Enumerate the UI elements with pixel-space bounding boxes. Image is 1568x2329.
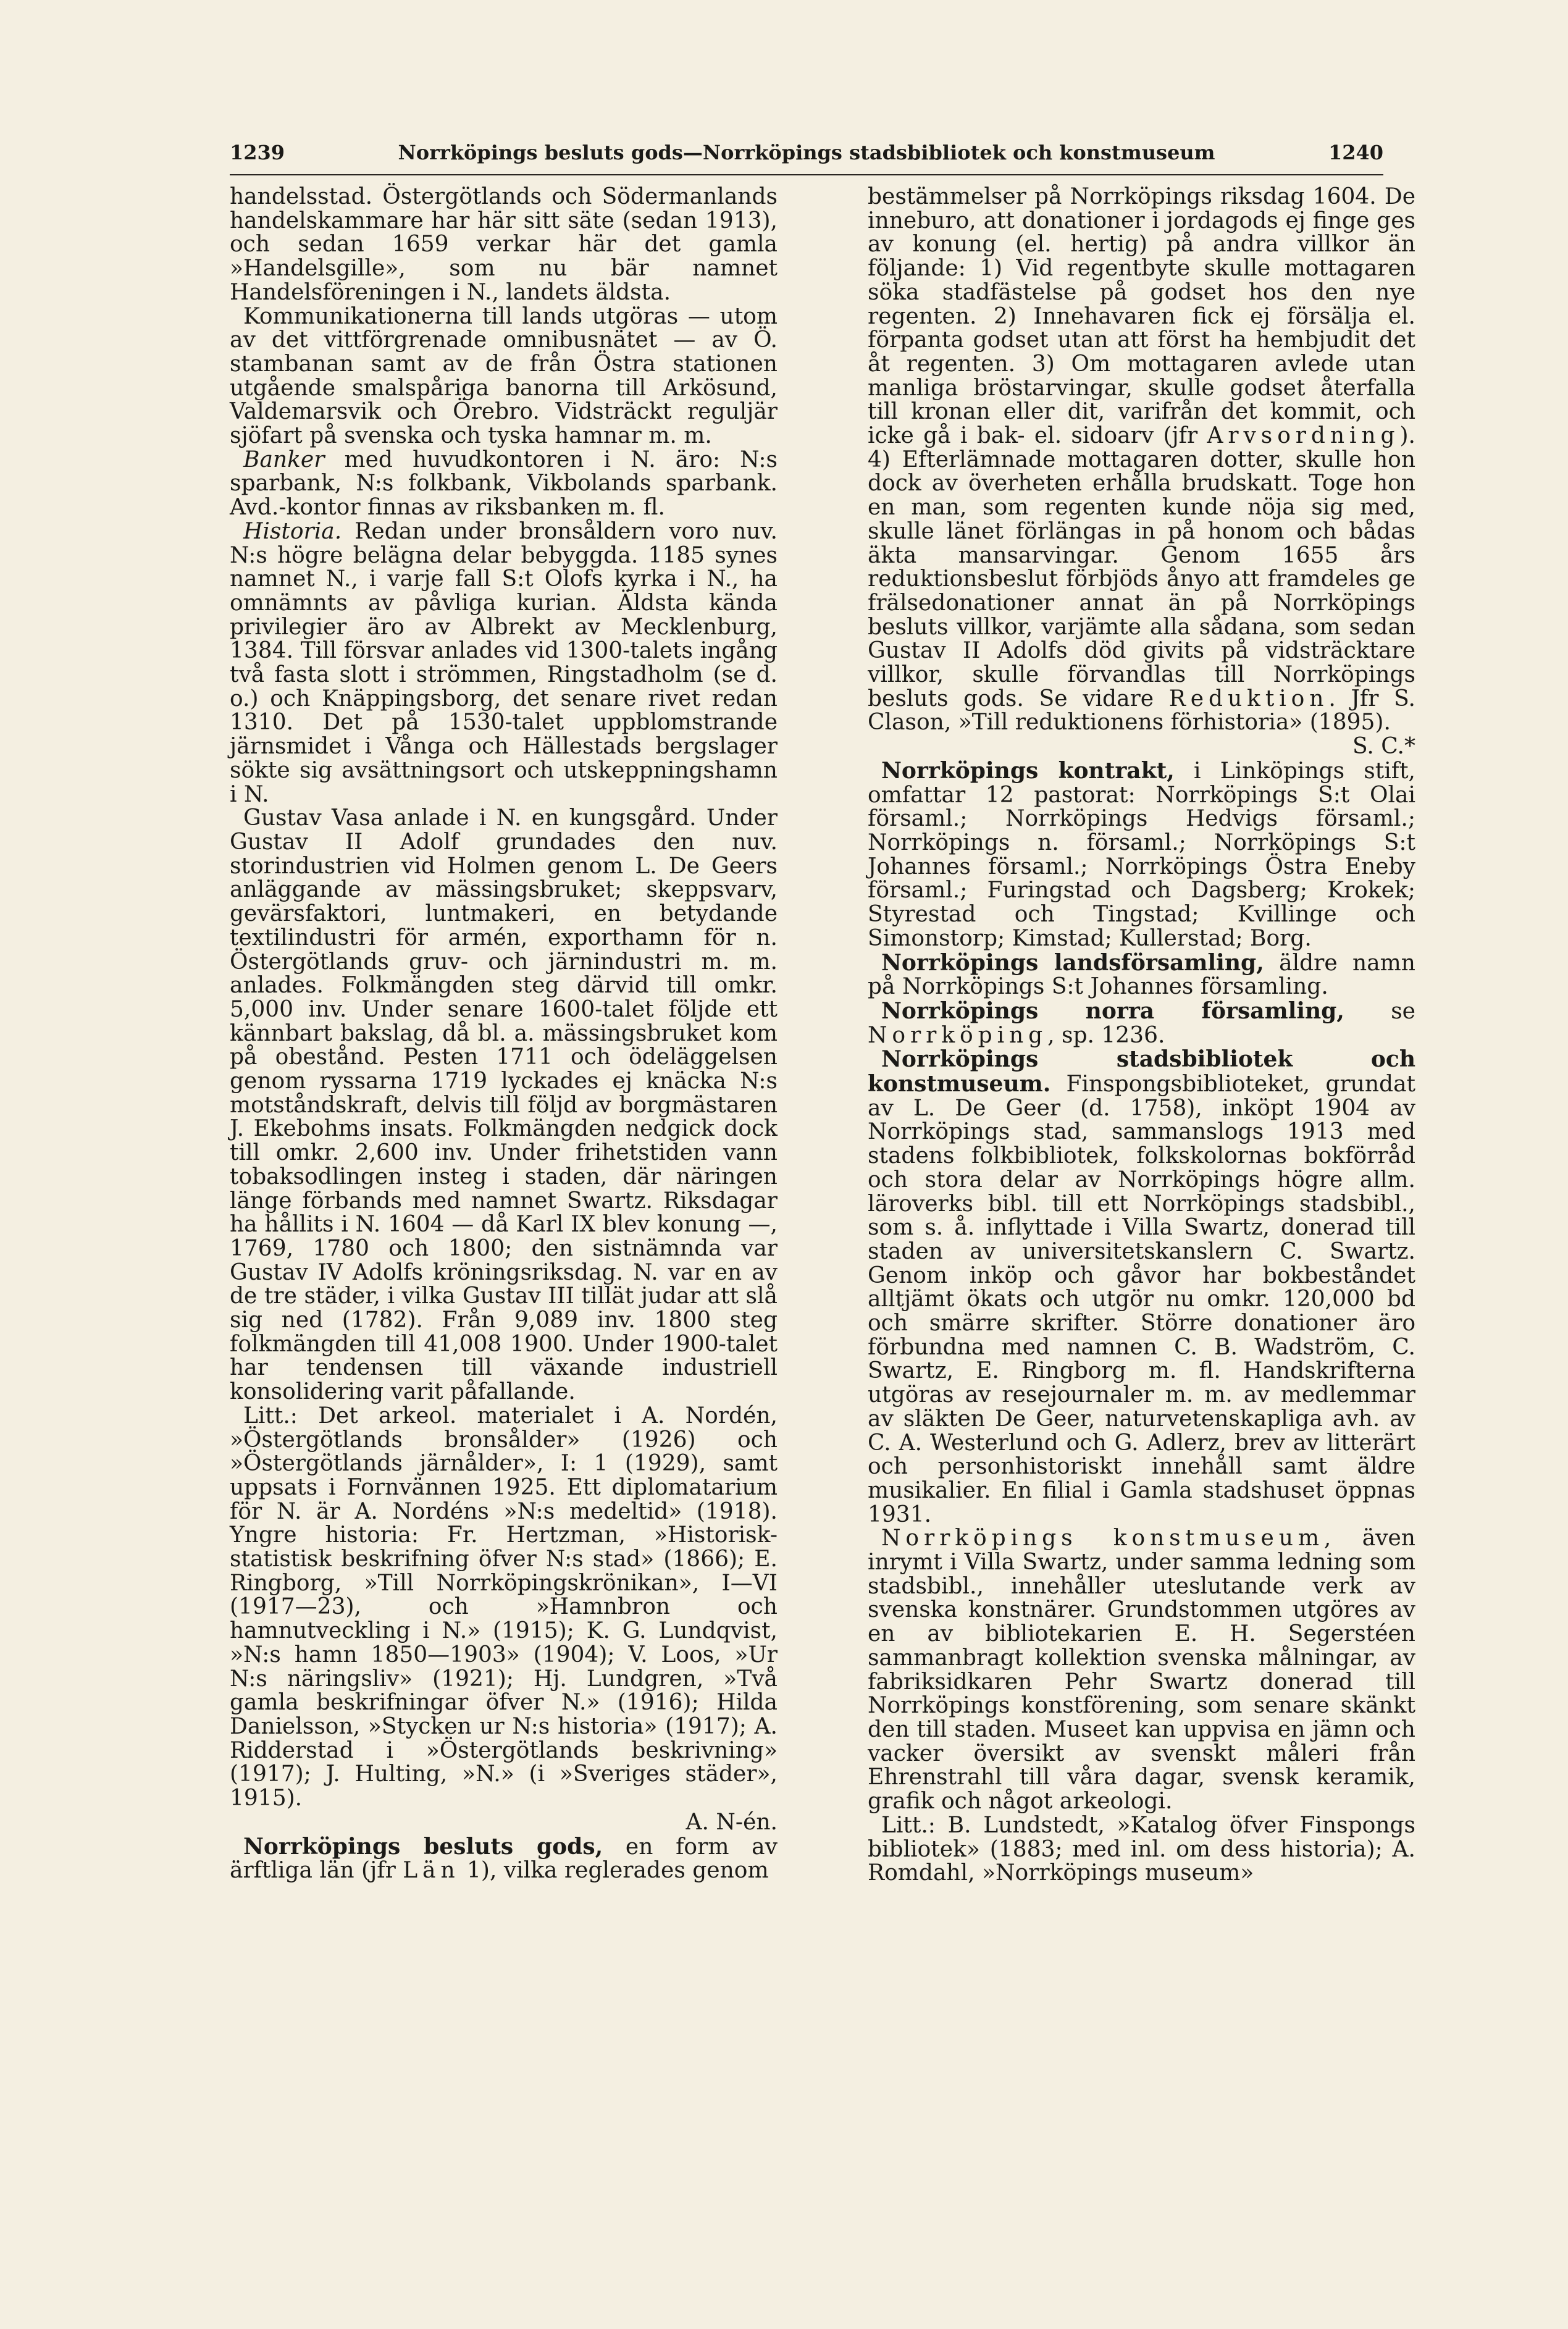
cross-reference: Reduktion — [1168, 686, 1329, 711]
paragraph-text: bestämmelser på Norrköpings riksdag 1604. De inneburo, att donationer i jordagods ej finge ges av konung (el. hertig) på andra villkor än följande: 1) Vid regentbyte skulle mottagaren söka stadfästelse på godset hos den nye regenten. 2) Innehavaren fick ej försälja el. förpanta godset utan att först ha hembjudit det åt regenten. 3) Om mottagaren avlede utan manliga bröstarvingar, skulle godset återfalla till kronan eller dit, varifrån det kommit, och icke gå i bak- el. sidoarv (jfr — [868, 184, 1415, 449]
cross-reference: Arvsordning — [1207, 423, 1400, 449]
page-number-right: 1240 — [1328, 141, 1383, 164]
entry — [868, 1047, 1415, 1527]
spaced-heading: Norrköpings konstmuseum — [881, 1525, 1324, 1551]
entry — [230, 1835, 778, 1883]
author-signature: A. N-én. — [685, 1809, 778, 1835]
paragraph-text: ). 4) Efterlämnade mottagaren dotter, skulle hon dock av överheten erhålla brudskatt. Toge hon en man, som regenten kunde nöja sig med, skulle länet förlängas in på honom och bådas äkta mansarvingar. Genom 1655 års reduktionsbeslut förbjöds ånyo att framdeles ge frälsedonationer annat än på Norrköpings besluts villkor, varjämte alla sådana, som sedan Gustav II Adolfs död givits på vidsträcktare villkor, skulle förvandlas till Norrköpings besluts gods. Se vidare — [868, 423, 1415, 711]
paragraph — [230, 520, 778, 807]
entry — [868, 999, 1415, 1047]
page-number-left: 1239 — [230, 141, 285, 164]
entry-text: Finspongsbiblioteket, grundat av L. De Geer (d. 1758), inköpt 1904 av Norrköpings stad, sammanslogs 1913 med stadens folkbibliotek, folkskolornas bokförråd och stora delar av Norrköpings högre allm. läroverks bibl. till ett Norrköpings stadsbibl., som s. å. inflyttade i Villa Swartz, donerad till staden av universitetskanslern C. Swartz. Genom inköp och gåvor har bokbeståndet alltjämt ökats och utgör nu omkr. 120,000 bd och smärre skrifter. Större donationer äro förbundna med namnen C. B. Wadström, C. Swartz, E. Ringborg m. fl. Handskrifterna utgöras av resejournaler m. m. av medlemmar av släkten De Geer, naturvetenskapliga avh. av C. A. Westerlund och G. Adlerz, brev av litterärt och personhistoriskt innehåll samt äldre musikalier. En filial i Gamla stadshuset öppnas 1931. — [868, 1072, 1415, 1527]
entry-text: se — [1344, 998, 1415, 1024]
paragraph: Litt.: B. Lundstedt, »Katalog öfver Finspongs bibliotek» (1883; med inl. om dess historia); A. Romdahl, »Norrköpings museum» — [868, 1812, 1415, 1886]
paragraph-text: . Jfr S. Clason, »Till reduktionens förhistoria» (1895). — [868, 686, 1415, 736]
entry-headword: Norrköpings kontrakt, — [881, 757, 1175, 784]
running-title: Norrköpings besluts gods—Norrköpings stadsbibliotek och konstmuseum — [398, 141, 1215, 164]
entry-text: 1), vilka reglerades genom — [459, 1858, 769, 1884]
section-heading: Banker — [243, 447, 325, 472]
entry-headword: Norrköpings landsförsamling, — [881, 949, 1264, 976]
header-rule — [230, 174, 1383, 175]
entry-text: i Linköpings stift, omfattar 12 pastorat: Norrköpings S:t Olai församl.; Norrköpings Hedvigs församl.; Norrköpings n. församl.; Norrköpings S:t Johannes församl.; Norrköpings Östra Eneby församl.; Furingstad och Dagsberg; Krokek; Styrestad och Tingstad; Kvillinge och Simonstorp; Kimstad; Kullerstad; Borg. — [868, 758, 1415, 951]
paragraph-text: med huvudkontoren i N. äro: N:s sparbank, N:s folkbank, Vikbolands sparbank. Avd.-kontor finnas av riksbanken m. fl. — [230, 447, 778, 521]
paragraph — [230, 448, 778, 520]
left-column — [230, 185, 778, 1883]
section-heading: Historia. — [243, 518, 342, 544]
paragraph: Kommunikationerna till lands utgöras — utom av det vittförgrenade omnibusnätet — av Ö. stambanan samt av de från Östra stationen utgående smalspåriga banorna till Arkösund, Valdemarsvik och Örebro. Vidsträckt reguljär sjöfart på svenska och tyska hamnar m. m. — [230, 303, 778, 449]
literature-text: Litt.: Det arkeol. materialet i A. Nordén, »Östergötlands bronsålder» (1926) och »Östergötlands järnålder», I: 1 (1929), samt uppsats i Fornvännen 1925. Ett diplomatarium för N. är A. Nordéns »N:s medeltid» (1918). Yngre historia: Fr. Hertzman, »Historisk-statistisk beskrifning öfver N:s stad» (1866); E. Ringborg, »Till Norrköpingskrönikan», I—VI (1917—23), och »Hamnbron och hamnutveckling i N.» (1915); K. G. Lundqvist, »N:s hamn 1850—1903» (1904); V. Loos, »Ur N:s näringsliv» (1921); Hj. Lundgren, »Två gamla beskrifningar öfver N.» (1916); Hilda Danielsson, »Stycken ur N:s historia» (1917); A. Ridderstad i »Östergötlands beskrivning» (1917); J. Hulting, »N.» (i »Sveriges städer», 1915). — [230, 1403, 778, 1811]
cross-reference: Norrköping — [868, 1022, 1048, 1048]
paragraph — [868, 1527, 1415, 1813]
cross-reference: Län — [403, 1858, 460, 1884]
paragraph-text: , även inrymt i Villa Swartz, under samma ledning som stadsbibl., innehåller uteslutande verk av svenska konstnärer. Grundstommen utgöres av en av bibliotekarien E. H. Segerstéen sammanbragt kollektion svenska målningar, av fabriksidkaren Pehr Swartz donerad till Norrköpings konstförening, som senare skänkt den till staden. Museet kan uppvisa en jämn och vacker översikt av svenskt måleri från Ehrenstrahl till våra dagar, svensk keramik, grafik och något arkeologi. — [868, 1525, 1415, 1815]
paragraph: Gustav Vasa anlade i N. en kungsgård. Under Gustav II Adolf grundades den nuv. storindustrien vid Holmen genom L. De Geers anläggande av mässingsbruket; skeppsvarv, gevärsfaktori, luntmakeri, en betydande textilindustri för armén, exporthamn för n. Östergötlands gruv- och järnindustri m. m. anlades. Folkmängden steg därvid till omkr. 5,000 inv. Under senare 1600-talet följde ett kännbart bakslag, då bl. a. mässingsbruket kom på obestånd. Pesten 1711 och ödeläggelsen genom ryssarna 1719 lyckades ej knäcka N:s motståndskraft, delvis till följd av borgmästaren J. Ekebohms insats. Folkmängden nedgick dock till omkr. 2,600 inv. Under frihetstiden vann tobaksodlingen insteg i staden, där näringen länge förbands med namnet Swartz. Riksdagar ha hållits i N. 1604 — då Karl IX blev konung —, 1769, 1780 och 1800; den sistnämnda var Gustav IV Adolfs kröningsriksdag. N. var en av de tre städer, i vilka Gustav III tillät judar att slå sig ned (1782). Från 9,089 inv. 1800 steg folkmängden till 41,008 1900. Under 1900-talet har tendensen till växande industriell konsolidering varit påfallande. — [230, 805, 778, 1405]
entry-headword: Norrköpings besluts gods, — [243, 1833, 603, 1860]
entry — [868, 951, 1415, 999]
entry-text: äldre namn på Norrköpings S:t Johannes församling. — [868, 950, 1415, 1000]
paragraph-text: Redan under bronsåldern voro nuv. N:s högre belägna delar bebyggda. 1185 synes namnet N., i varje fall S:t Olofs kyrka i N., ha omnämnts av påvliga kurian. Äldsta kända privilegier äro av Albrekt av Mecklenburg, 1384. Till försvar anlades vid 1300-talets ingång två fasta slott i strömmen, Ringstadholm (se d. o.) och Knäppingsborg, det senare rivet redan 1310. Det på 1530-talet uppblomstrande järnsmidet i Vånga och Hällestads bergslager sökte sig avsättningsort och utskeppningshamn i N. — [230, 518, 778, 807]
running-header — [230, 141, 1383, 172]
paragraph — [868, 185, 1415, 759]
entry-text: , sp. 1236. — [1047, 1022, 1165, 1048]
paragraph: handelsstad. Östergötlands och Södermanlands handelskammare har här sitt säte (sedan 1913), och sedan 1659 verkar här det gamla »Handelsgille», som nu bär namnet Handelsföreningen i N., landets äldsta. — [230, 184, 778, 305]
entry-headword: Norrköpings norra församling, — [881, 997, 1344, 1024]
right-column — [868, 185, 1415, 1886]
entry-headword: Norrköpings stadsbibliotek och konstmuseum. — [868, 1046, 1415, 1097]
entry-text: en form av ärftliga län (jfr — [230, 1834, 778, 1884]
author-signature: S. C.* — [1352, 734, 1415, 760]
paragraph — [230, 1404, 778, 1835]
entry — [868, 759, 1415, 951]
